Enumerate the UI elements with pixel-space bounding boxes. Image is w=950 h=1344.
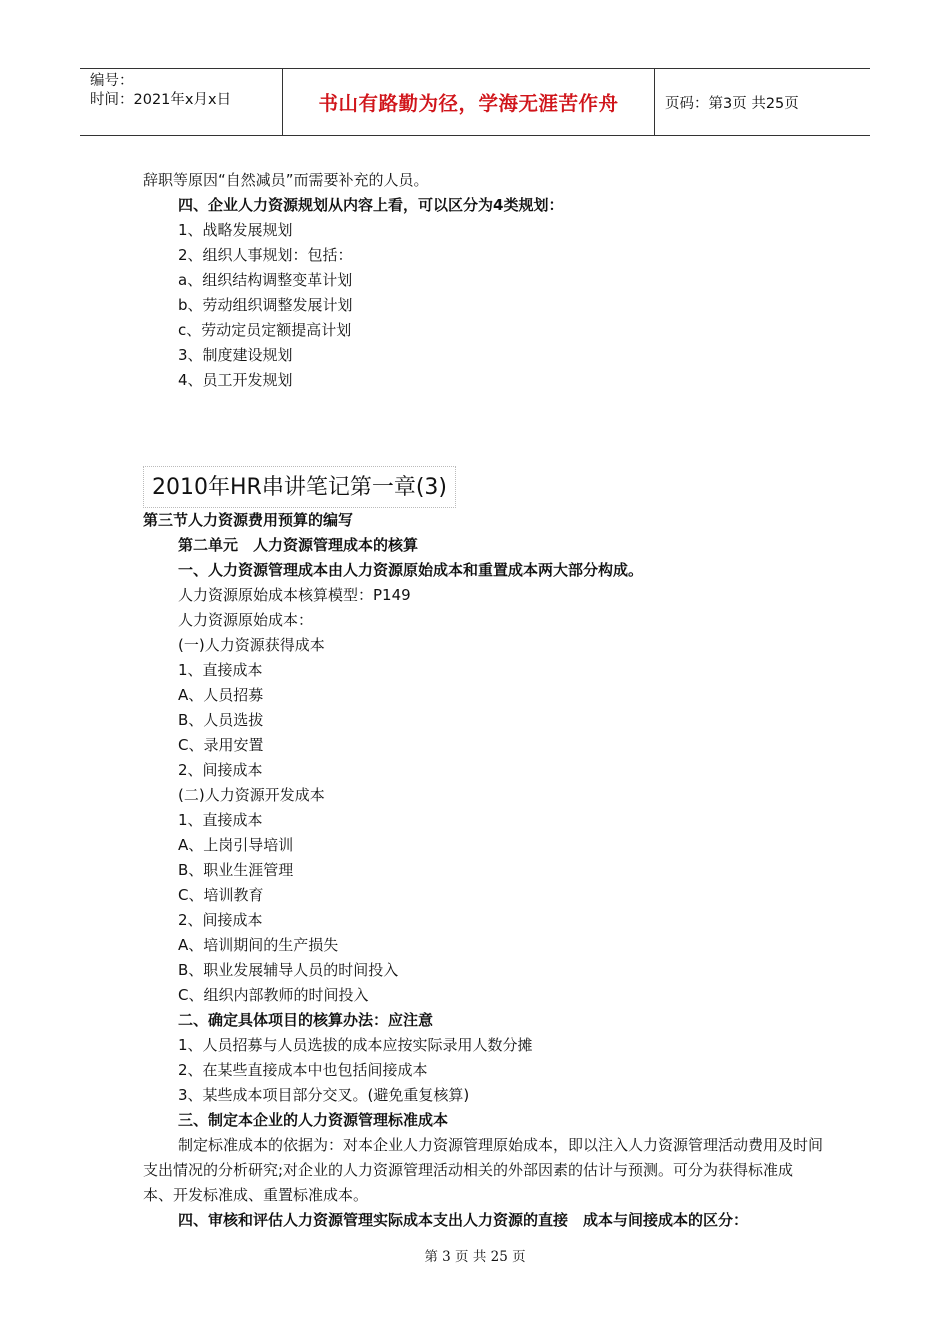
list-item: 2、组织人事规划：包括： [178,246,353,264]
list-item: B、职业发展辅导人员的时间投入 [178,961,399,979]
list-item: 2、间接成本 [178,761,263,779]
time-label: 时间：2021年x月x日 [90,92,232,108]
list-item: 2、间接成本 [178,911,263,929]
list-item: 3、某些成本项目部分交叉。(避免重复核算) [178,1086,470,1104]
point-heading: 四、审核和评估人力资源管理实际成本支出人力资源的直接 成本与间接成本的区分： [178,1211,749,1229]
list-item: a、组织结构调整变革计划 [178,271,353,289]
section-title: 第三节人力资源费用预算的编写 [143,511,354,529]
document-body [143,168,823,1233]
list-item: 1、人员招募与人员选拔的成本应按实际录用人数分摊 [178,1036,533,1054]
list-item: 人力资源原始成本： [178,611,314,629]
number-label: 编号： [90,73,134,89]
list-item: 人力资源原始成本核算模型：P149 [178,586,411,604]
point-heading: 二、确定具体项目的核算办法：应注意 [178,1011,434,1029]
paragraph: 制定标准成本的依据为：对本企业人力资源管理原始成本，即以注入人力资源管理活动费用及时间支出情况的分析研究;对企业的人力资源管理活动相关的外部因素的估计与预测。可分为获得标准成本、开发标准成、重置标准成本。 [143,1136,824,1204]
list-item: C、录用安置 [178,736,264,754]
chapter-title: 2010年HR串讲笔记第一章(3) [143,466,456,508]
section-heading: 四、企业人力资源规划从内容上看，可以区分为4类规划： [178,196,564,214]
point-heading: 三、制定本企业的人力资源管理标准成本 [178,1111,449,1129]
list-item: (二)人力资源开发成本 [178,786,325,804]
unit-title: 第二单元 人力资源管理成本的核算 [178,536,419,554]
list-item: 3、制度建设规划 [178,346,293,364]
page-footer: 第 3 页 共 25 页 [424,1249,526,1265]
text-line: 辞职等原因“自然减员”而需要补充的人员。 [143,171,429,189]
list-item: (一)人力资源获得成本 [178,636,325,654]
list-item: C、培训教育 [178,886,264,904]
list-item: b、劳动组织调整发展计划 [178,296,353,314]
header-page-code: 页码：第3页 共25页 [665,95,799,112]
list-item: B、职业生涯管理 [178,861,294,879]
list-item: 1、直接成本 [178,661,263,679]
list-item: A、上岗引导培训 [178,836,294,854]
list-item: 1、直接成本 [178,811,263,829]
list-item: 1、战略发展规划 [178,221,293,239]
list-item: 2、在某些直接成本中也包括间接成本 [178,1061,428,1079]
list-item: B、人员选拔 [178,711,264,729]
list-item: c、劳动定员定额提高计划 [178,321,352,339]
list-item: C、组织内部教师的时间投入 [178,986,369,1004]
list-item: A、人员招募 [178,686,264,704]
point-heading: 一、人力资源管理成本由人力资源原始成本和重置成本两大部分构成。 [178,561,644,579]
header-meta [80,69,282,135]
list-item: A、培训期间的生产损失 [178,936,339,954]
list-item: 4、员工开发规划 [178,371,293,389]
header-motto: 书山有路勤为径，学海无涯苦作舟 [282,69,655,135]
page-header [80,68,870,136]
